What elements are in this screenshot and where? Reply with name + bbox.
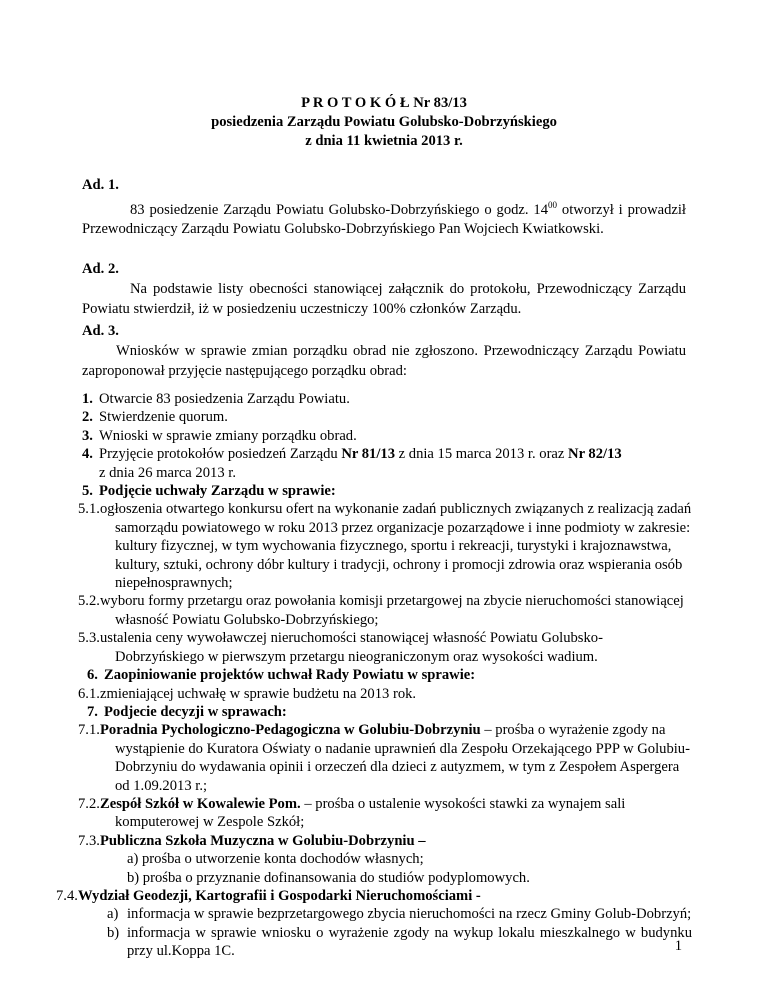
agenda-item-7-4-b [62, 924, 692, 961]
agenda-list [56, 390, 692, 961]
agenda-text: z dnia 15 marca 2013 r. oraz [395, 446, 569, 463]
agenda-item-5-2 [78, 592, 692, 629]
agenda-item-5 [82, 482, 692, 500]
agenda-text: ogłoszenia otwartego konkursu ofert na wykonanie zadań publicznych związanych z realizacją zadań samorządu powiatowego w roku 2013 przez organizacje pozarządowe i inne podmioty w zakresie: kultury fizycznej, w tym wychowania fizycznego, sportu i rekreacji, turystyki i krajoznawstwa, kultury, sztuki, ochrony dóbr kultury i tradycji, ochrony i promocji zdrowia oraz wspierania osób niepełnosprawnych; [100, 501, 692, 592]
agenda-text: z dnia 26 marca 2013 r. [99, 464, 236, 481]
agenda-item-7-4-a [62, 905, 692, 923]
ad1-heading: Ad. 1. [82, 177, 119, 193]
ad1-paragraph [82, 196, 686, 240]
agenda-text: b) prośba o przyznanie dofinansowania do studiów podyplomowych. [127, 869, 530, 886]
agenda-num: 5.1. [78, 501, 100, 518]
agenda-text: ustalenia ceny wywoławczej nieruchomości stanowiącej własność Powiatu Golubsko-Dobrzyńskiego w pierwszym przetargu nieograniczonym oraz wysokości wadium. [100, 630, 603, 665]
agenda-text: – prośba o wyrażenie zgody na wystąpienie do Kuratora Oświaty o nadanie uprawnień dla Zespołu Orzekającego PPP w Golubiu-Dobrzyniu do wydawania opinii i orzeczeń dla dzieci z autyzmem, w tym z Zespołem Aspergera od 1.09.2013 r.; [115, 722, 690, 794]
ad2-paragraph [82, 280, 686, 319]
agenda-text: Podjęcie uchwały Zarządu w sprawie: [99, 483, 336, 500]
agenda-num: 7.2. [78, 795, 100, 812]
agenda-sub-letter: a) [107, 906, 119, 923]
agenda-text: Wnioski w sprawie zmiany porządku obrad. [99, 427, 357, 444]
agenda-text-bold: Wydział Geodezji, Kartografii i Gospodarki Nieruchomościami - [78, 887, 481, 904]
agenda-text-bold: Nr 81/13 [341, 446, 395, 463]
page-number: 1 [674, 938, 682, 954]
agenda-num: 5. [82, 483, 93, 500]
agenda-num: 7.1. [78, 722, 100, 739]
agenda-item-5-1 [78, 500, 692, 592]
agenda-num: 6. [87, 667, 98, 684]
agenda-text: Podjecie decyzji w sprawach: [104, 703, 287, 720]
agenda-num: 3. [82, 427, 93, 444]
agenda-text: – prośba o ustalenie wysokości stawki za wynajem sali komputerowej w Zespole Szkół; [115, 795, 626, 831]
protocol-date: z dnia 11 kwietnia 2013 r. [305, 133, 463, 149]
agenda-num: 5.2. [78, 593, 100, 610]
agenda-text: informacja w sprawie bezprzetargowego zbycia nieruchomości na rzecz Gminy Golub-Dobrzyń; [127, 906, 692, 923]
agenda-num: 2. [82, 409, 93, 426]
ad2-heading: Ad. 2. [82, 261, 119, 277]
protocol-title: P R O T O K Ó Ł Nr 83/13 [301, 95, 467, 111]
agenda-text-bold: Publiczna Szkoła Muzyczna w Golubiu-Dobrzyniu – [100, 832, 426, 849]
ad1-text-b: otworzył i prowadził Przewodniczący Zarządu Powiatu Golubsko-Dobrzyńskiego Pan Wojciech Kwiatkowski. [82, 201, 686, 238]
ad1-sup: 00 [548, 200, 558, 210]
agenda-item-7-3 [78, 832, 692, 850]
agenda-item-7-3-a [82, 850, 692, 868]
agenda-text: a) prośba o utworzenie konta dochodów własnych; [127, 851, 424, 868]
agenda-text: Otwarcie 83 posiedzenia Zarządu Powiatu. [99, 391, 350, 407]
agenda-text: Przyjęcie protokołów posiedzeń Zarządu [99, 446, 342, 463]
agenda-item-4 [82, 445, 692, 482]
agenda-text: wyboru formy przetargu oraz powołania komisji przetargowej na zbycie nieruchomości stanowiącej własność Powiatu Golubsko-Dobrzyńskiego; [100, 593, 684, 628]
agenda-num: 7. [87, 703, 98, 720]
agenda-text: zmieniającej uchwałę w sprawie budżetu na 2013 rok. [100, 685, 417, 702]
agenda-text: Zaopiniowanie projektów uchwał Rady Powiatu w sprawie: [104, 667, 476, 684]
agenda-text-bold: Poradnia Pychologiczno-Pedagogiczna w Golubiu-Dobrzyniu [100, 722, 481, 739]
agenda-item-7-2 [78, 795, 692, 832]
agenda-item-7-3-b [82, 869, 692, 887]
agenda-num: 6.1. [78, 685, 100, 702]
ad1-text-a: 83 posiedzenie Zarządu Powiatu Golubsko-Dobrzyńskiego o godz. 14 [130, 201, 549, 218]
agenda-item-7-1 [78, 721, 692, 795]
protocol-subtitle: posiedzenia Zarządu Powiatu Golubsko-Dobrzyńskiego [211, 114, 557, 130]
agenda-item-7 [82, 703, 692, 721]
ad2-text: Na podstawie listy obecności stanowiącej załącznik do protokołu, Przewodniczący Zarządu Powiatu stwierdził, iż w posiedzeniu uczestniczy 100% członków Zarządu. [82, 281, 686, 317]
agenda-item-1 [82, 390, 692, 408]
agenda-item-5-3 [78, 629, 692, 666]
agenda-num: 5.3. [78, 630, 100, 647]
agenda-text: informacja w sprawie wniosku o wyrażenie zgody na wykup lokalu mieszkalnego w budynku przy ul.Koppa 1C. [127, 924, 692, 960]
ad3-paragraph [82, 342, 686, 381]
agenda-text: Stwierdzenie quorum. [99, 409, 228, 426]
agenda-item-6 [82, 666, 692, 684]
agenda-text-bold: Nr 82/13 [568, 446, 622, 463]
agenda-text-bold: Zespół Szkół w Kowalewie Pom. [100, 795, 301, 812]
agenda-num: 7.3. [78, 832, 100, 849]
agenda-item-3 [82, 427, 692, 445]
agenda-sub-letter: b) [107, 924, 120, 941]
agenda-num: 1. [82, 391, 93, 407]
agenda-num: 4. [82, 446, 93, 463]
ad3-heading: Ad. 3. [82, 323, 119, 339]
ad3-text: Wniosków w sprawie zmian porządku obrad nie zgłoszono. Przewodniczący Zarządu Powiatu zaproponował przyjęcie następującego porządku obrad: [82, 343, 686, 379]
agenda-item-6-1 [78, 685, 692, 703]
agenda-num: 7.4. [56, 887, 78, 904]
agenda-item-2 [82, 408, 692, 426]
agenda-item-7-4 [56, 887, 692, 905]
